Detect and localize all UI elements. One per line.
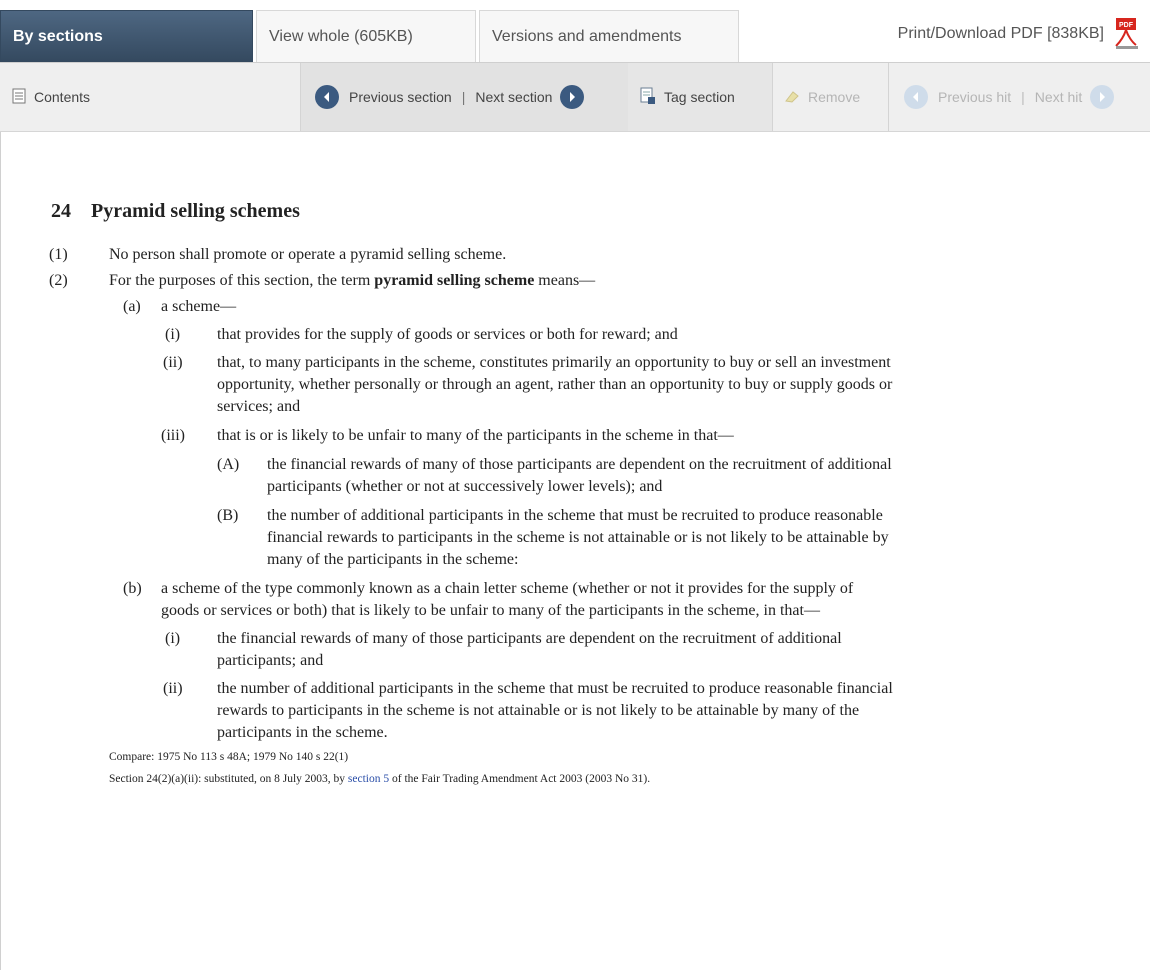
tag-section-label: Tag section bbox=[664, 89, 735, 105]
para-a-i-text: that provides for the supply of goods or services or both for reward; and bbox=[217, 326, 678, 343]
para-b-line-1: a scheme of the type commonly known as a chain letter scheme (whether or not it provides for the supply of bbox=[161, 580, 854, 597]
tab-by-sections[interactable]: By sections bbox=[0, 10, 253, 62]
section-number: 24 bbox=[51, 200, 71, 222]
tag-page-icon bbox=[640, 87, 656, 108]
tab-versions-amendments[interactable]: Versions and amendments bbox=[479, 10, 739, 62]
para-b-i-label: (i) bbox=[165, 630, 181, 647]
compare-note: Compare: 1975 No 113 s 48A; 1979 No 140 s 22(1) bbox=[109, 751, 349, 763]
hit-separator: | bbox=[1021, 89, 1025, 105]
para-b-ii-line-2: rewards to participants in the scheme is not attainable or is not likely to be attainable by many of the bbox=[217, 702, 860, 719]
hit-navigation bbox=[890, 63, 1150, 131]
previous-hit-icon[interactable] bbox=[904, 85, 928, 109]
next-section-button[interactable]: Next section bbox=[475, 89, 553, 105]
amendment-text-end: of the Fair Trading Amendment Act 2003 (2003 No 31). bbox=[389, 773, 651, 785]
subsection-2-label: (2) bbox=[49, 272, 68, 289]
document-icon bbox=[12, 88, 26, 107]
next-hit-icon[interactable] bbox=[1090, 85, 1114, 109]
previous-section-button[interactable]: Previous section bbox=[349, 89, 452, 105]
remove-button[interactable] bbox=[774, 63, 889, 131]
para-a-ii-line-1: that, to many participants in the scheme, constitutes primarily an opportunity to buy or sell an investment bbox=[217, 354, 891, 371]
para-a-ii-line-2: opportunity, whether personally or through an agent, rather than an opportunity to buy or supply goods or bbox=[217, 376, 893, 393]
para-B-line-3: many of the participants in the scheme: bbox=[267, 551, 519, 568]
subsection-2-text-end: means— bbox=[534, 272, 596, 289]
para-B-line-1: the number of additional participants in the scheme that must be recruited to produce reasonable bbox=[267, 507, 883, 524]
eraser-icon bbox=[784, 89, 800, 106]
para-a-iii-text: that is or is likely to be unfair to many of the participants in the scheme in that— bbox=[217, 427, 734, 444]
para-B-label: (B) bbox=[217, 507, 239, 524]
para-b-i-line-2: participants; and bbox=[217, 652, 324, 669]
para-b-ii-label: (ii) bbox=[163, 680, 183, 697]
contents-label: Contents bbox=[34, 89, 91, 105]
para-b-label: (b) bbox=[123, 580, 142, 597]
para-a-ii-label: (ii) bbox=[163, 354, 183, 371]
subsection-2-text-start: For the purposes of this section, the term bbox=[109, 272, 375, 289]
para-b-i-line-1: the financial rewards of many of those participants are dependent on the recruitment of additional bbox=[217, 630, 842, 647]
print-download-label[interactable]: Print/Download PDF [838KB] bbox=[897, 25, 1104, 42]
para-a-i-label: (i) bbox=[165, 326, 181, 343]
para-a-iii-label: (iii) bbox=[161, 427, 185, 444]
para-B-line-2: financial rewards to participants in the scheme is not attainable or is not likely to be attainable by bbox=[267, 529, 889, 546]
previous-hit-button[interactable]: Previous hit bbox=[938, 89, 1012, 105]
remove-label: Remove bbox=[808, 89, 861, 105]
subsection-2-text bbox=[109, 270, 595, 292]
section-heading bbox=[51, 200, 300, 223]
nav-separator: | bbox=[461, 89, 466, 105]
para-b-ii-line-3: participants in the scheme. bbox=[217, 724, 388, 741]
previous-arrow-icon[interactable] bbox=[315, 85, 339, 109]
subsection-1-label: (1) bbox=[49, 246, 68, 263]
next-arrow-icon[interactable] bbox=[560, 85, 584, 109]
para-b-ii-line-1: the number of additional participants in the scheme that must be recruited to produce reasonable financial bbox=[217, 680, 893, 697]
print-download-pdf-link[interactable] bbox=[898, 14, 1140, 54]
subsection-1-text: No person shall promote or operate a pyramid selling scheme. bbox=[109, 246, 507, 263]
amendment-text-start: Section 24(2)(a)(ii): substituted, on 8 July 2003, by bbox=[109, 773, 348, 785]
para-A-line-1: the financial rewards of many of those participants are dependent on the recruitment of additional bbox=[267, 456, 892, 473]
section-content bbox=[0, 132, 1150, 970]
para-A-label: (A) bbox=[217, 456, 240, 473]
contents-button[interactable] bbox=[12, 63, 90, 131]
tab-bar bbox=[0, 0, 1150, 62]
pdf-icon[interactable] bbox=[1114, 18, 1140, 50]
defined-term: pyramid selling scheme bbox=[374, 272, 535, 289]
amendment-note bbox=[109, 773, 650, 785]
next-hit-button[interactable]: Next hit bbox=[1034, 89, 1083, 105]
para-a-ii-line-3: services; and bbox=[217, 398, 301, 415]
tag-section-button[interactable] bbox=[628, 63, 773, 131]
section-title: Pyramid selling schemes bbox=[91, 200, 300, 222]
tab-view-whole[interactable]: View whole (605KB) bbox=[256, 10, 476, 62]
svg-text:PDF: PDF bbox=[1119, 22, 1133, 29]
para-a-text: a scheme— bbox=[161, 298, 237, 315]
para-b-line-2: goods or services or both) that is likely to be unfair to many of the participants in the scheme, in that— bbox=[161, 602, 820, 619]
section-navigation bbox=[300, 63, 630, 131]
para-A-line-2: participants (whether or not at successively lower levels); and bbox=[267, 478, 663, 495]
para-a-label: (a) bbox=[123, 298, 141, 315]
section-toolbar bbox=[0, 62, 1150, 132]
section-5-link[interactable]: section 5 bbox=[347, 773, 390, 785]
